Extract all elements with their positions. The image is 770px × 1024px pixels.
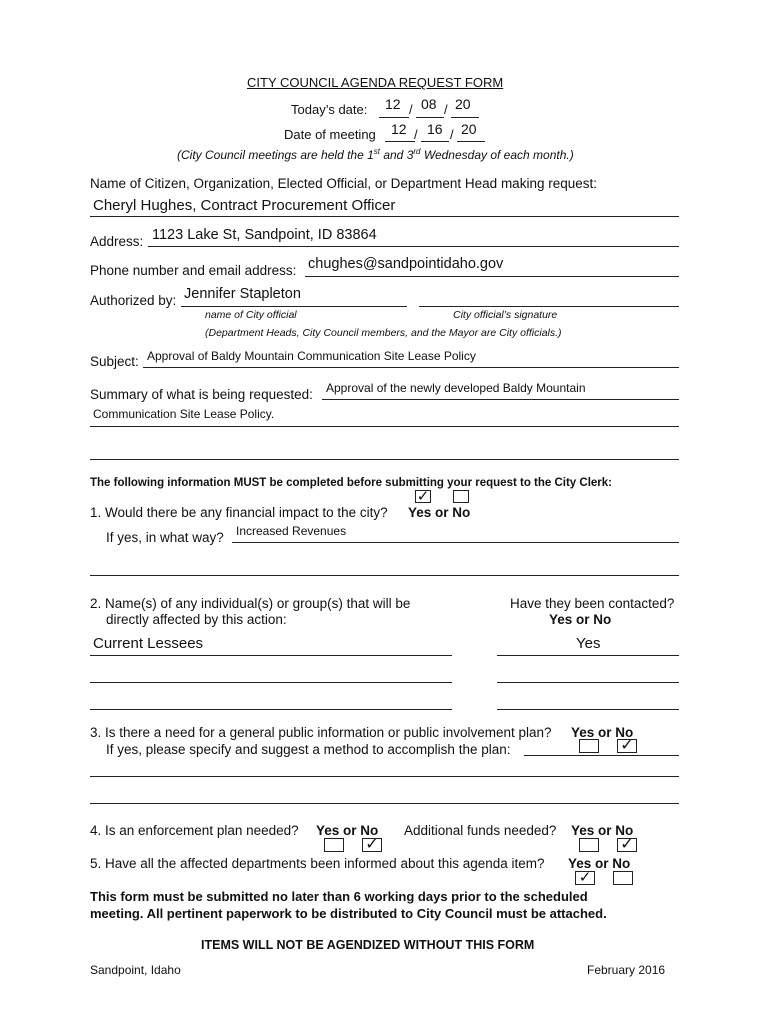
subject-label: Subject: bbox=[90, 354, 139, 369]
meeting-schedule-note: (City Council meetings are held the 1st and 3rd Wednesday of each month.) bbox=[177, 147, 574, 162]
q2-contacted-value[interactable]: Yes bbox=[576, 635, 601, 652]
q2-affected-line-1 bbox=[90, 655, 452, 656]
todays-day-line bbox=[416, 117, 444, 118]
q1-extra-line bbox=[90, 575, 679, 576]
q1-text: 1. Would there be any financial impact to the city? bbox=[90, 505, 388, 520]
authorized-label: Authorized by: bbox=[90, 293, 177, 308]
q2-affected-value[interactable]: Current Lessees bbox=[93, 635, 204, 652]
summary-line-2 bbox=[90, 426, 679, 427]
subject-line bbox=[143, 367, 679, 368]
meeting-day-value[interactable]: 16 bbox=[427, 121, 443, 137]
q5-text: 5. Have all the affected departments been informed about this agenda item? bbox=[90, 856, 545, 871]
signature-line bbox=[419, 306, 679, 307]
requester-name-label: Name of Citizen, Organization, Elected Official, or Department Head making request: bbox=[90, 176, 597, 191]
q5-no-checkbox[interactable] bbox=[613, 871, 633, 885]
contact-line bbox=[305, 276, 679, 277]
summary-label: Summary of what is being requested: bbox=[90, 387, 313, 402]
footer-location: Sandpoint, Idaho bbox=[90, 963, 181, 977]
slash: / bbox=[414, 127, 418, 142]
address-value[interactable]: 1123 Lake St, Sandpoint, ID 83864 bbox=[152, 227, 377, 243]
instructions-text: The following information MUST be completed before submitting your request to the City Clerk: bbox=[90, 477, 612, 489]
q1-yes-checkbox[interactable]: ✓ bbox=[416, 488, 430, 505]
q2-contacted-line-1 bbox=[497, 655, 679, 656]
q2-affected-line-2 bbox=[90, 682, 452, 683]
q4-text: 4. Is an enforcement plan needed? bbox=[90, 823, 299, 838]
authorized-line bbox=[181, 306, 407, 307]
q1-followup-label: If yes, in what way? bbox=[106, 530, 224, 545]
q2-contacted-line-2 bbox=[497, 682, 679, 683]
q2-text-line2: directly affected by this action: bbox=[106, 612, 287, 627]
q2-text-line1: 2. Name(s) of any individual(s) or group(s) that will be bbox=[90, 596, 411, 611]
deadline-line1: This form must be submitted no later than 6 working days prior to the scheduled bbox=[90, 889, 588, 904]
slash: / bbox=[444, 102, 448, 117]
q4-funds-yes-checkbox[interactable] bbox=[579, 838, 599, 852]
q2-affected-line-3 bbox=[90, 709, 452, 710]
contact-value[interactable]: chughes@sandpointidaho.gov bbox=[308, 256, 504, 272]
requester-name-value[interactable]: Cheryl Hughes, Contract Procurement Officer bbox=[93, 197, 396, 214]
todays-month-value[interactable]: 12 bbox=[385, 96, 401, 112]
meeting-year-value[interactable]: 20 bbox=[461, 121, 477, 137]
meeting-month-value[interactable]: 12 bbox=[391, 121, 407, 137]
q1-no-checkbox[interactable] bbox=[453, 490, 469, 503]
address-label: Address: bbox=[90, 234, 144, 249]
todays-month-line bbox=[379, 117, 409, 118]
todays-year-line bbox=[451, 117, 479, 118]
q5-yes-no: Yes or No bbox=[568, 856, 631, 871]
requester-name-line bbox=[90, 216, 679, 217]
slash: / bbox=[450, 127, 454, 142]
signature-caption: City official’s signature bbox=[453, 309, 558, 321]
q4-yes-no: Yes or No bbox=[316, 823, 379, 838]
q2-contacted-line-3 bbox=[497, 709, 679, 710]
summary-line-1 bbox=[322, 399, 679, 400]
todays-date-label: Today’s date: bbox=[291, 102, 368, 117]
slash: / bbox=[409, 102, 413, 117]
q4-yes-checkbox[interactable] bbox=[324, 838, 344, 852]
meeting-year-line bbox=[457, 141, 485, 142]
q1-yes-no: Yes or No bbox=[408, 505, 471, 520]
address-line bbox=[148, 246, 679, 247]
summary-line-3 bbox=[90, 459, 679, 460]
q4-no-checkbox[interactable]: ✓ bbox=[362, 838, 382, 852]
deadline-line2: meeting. All pertinent paperwork to be distributed to City Council must be attached. bbox=[90, 906, 607, 921]
summary-value-line1[interactable]: Approval of the newly developed Baldy Mountain bbox=[326, 381, 586, 395]
q4-funds-yes-no: Yes or No bbox=[571, 823, 634, 838]
q3-no-checkbox[interactable]: ✓ bbox=[617, 739, 637, 753]
q3-text-line1: 3. Is there a need for a general public information or public involvement plan? bbox=[90, 725, 552, 740]
q3-extra-line-1 bbox=[90, 776, 679, 777]
subject-value[interactable]: Approval of Baldy Mountain Communication Site Lease Policy bbox=[147, 349, 476, 363]
contact-label: Phone number and email address: bbox=[90, 263, 297, 278]
q2-contacted-yes-no: Yes or No bbox=[549, 612, 612, 627]
q4-funds-no-checkbox[interactable]: ✓ bbox=[617, 838, 637, 852]
footer-date: February 2016 bbox=[587, 963, 666, 977]
agendize-warning: ITEMS WILL NOT BE AGENDIZED WITHOUT THIS FORM bbox=[201, 938, 535, 952]
meeting-day-line bbox=[421, 141, 449, 142]
meeting-month-line bbox=[385, 141, 415, 142]
q5-yes-checkbox[interactable]: ✓ bbox=[575, 871, 595, 885]
officials-note: (Department Heads, City Council members, and the Mayor are City officials.) bbox=[205, 327, 562, 339]
q3-method-line bbox=[524, 755, 679, 756]
q2-contacted-label: Have they been contacted? bbox=[510, 596, 675, 611]
q3-text-line2: If yes, please specify and suggest a method to accomplish the plan: bbox=[106, 742, 511, 757]
q3-extra-line-2 bbox=[90, 803, 679, 804]
q1-followup-line bbox=[232, 542, 679, 543]
q4-funds-text: Additional funds needed? bbox=[404, 823, 557, 838]
todays-year-value[interactable]: 20 bbox=[455, 96, 471, 112]
q3-yes-checkbox[interactable] bbox=[579, 739, 599, 753]
q1-followup-value[interactable]: Increased Revenues bbox=[236, 524, 347, 538]
summary-value-line2[interactable]: Communication Site Lease Policy. bbox=[93, 407, 275, 421]
meeting-date-label: Date of meeting bbox=[284, 127, 376, 142]
q3-yes-no: Yes or No bbox=[571, 725, 634, 740]
todays-day-value[interactable]: 08 bbox=[421, 96, 437, 112]
form-title: CITY COUNCIL AGENDA REQUEST FORM bbox=[247, 75, 504, 90]
official-caption: name of City official bbox=[205, 309, 297, 321]
authorized-value[interactable]: Jennifer Stapleton bbox=[184, 286, 301, 302]
